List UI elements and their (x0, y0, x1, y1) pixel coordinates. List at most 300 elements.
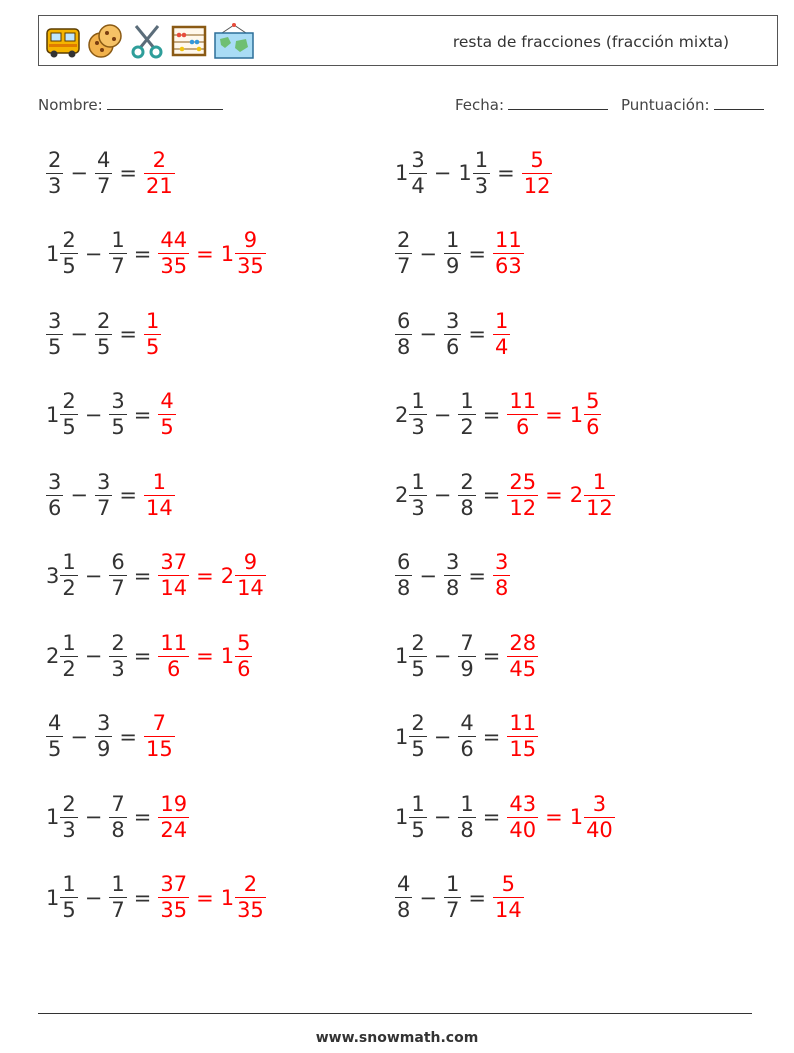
numerator: 1 (474, 147, 489, 172)
whole-number: 1 (458, 161, 472, 185)
numerator: 43 (509, 791, 537, 816)
answer (158, 550, 265, 601)
numerator: 1 (62, 550, 76, 574)
answer-fraction (158, 389, 175, 440)
equals-sign: = (133, 805, 152, 829)
numerator: 11 (160, 630, 188, 655)
denominator: 5 (96, 334, 111, 359)
whole-number: 1 (395, 161, 409, 185)
whole-number: 1 (220, 644, 235, 668)
denominator: 9 (445, 254, 460, 278)
date-field (455, 94, 608, 114)
whole-number: 1 (569, 805, 584, 829)
equals-sign: = (133, 644, 152, 668)
minus-sign: − (70, 161, 88, 185)
minuend-fraction (60, 228, 77, 279)
numerator: 7 (152, 711, 167, 735)
answer (144, 470, 175, 521)
problem-item (46, 143, 175, 203)
numerator: 3 (445, 308, 460, 333)
denominator: 9 (96, 737, 111, 761)
numerator: 4 (460, 711, 474, 735)
answer-fraction (493, 550, 510, 601)
answer-equals-sign: = (545, 483, 563, 507)
numerator: 1 (145, 308, 160, 333)
subtrahend-fraction (458, 631, 475, 682)
denominator: 35 (237, 254, 264, 278)
subtrahend-fraction (473, 148, 490, 199)
numerator: 2 (111, 630, 125, 655)
equals-sign: = (133, 241, 152, 266)
answer (507, 711, 538, 762)
minuend-fraction (395, 872, 412, 923)
equals-sign: = (119, 483, 137, 507)
minus-sign: − (70, 322, 88, 346)
numerator: 11 (509, 711, 537, 735)
denominator: 6 (167, 656, 181, 681)
minuend-fraction (46, 148, 63, 199)
whole-number: 2 (569, 483, 584, 507)
denominator: 8 (445, 576, 460, 600)
numerator: 1 (152, 469, 167, 494)
denominator: 3 (411, 495, 425, 520)
denominator: 7 (111, 254, 125, 278)
numerator: 11 (509, 389, 537, 413)
numerator: 6 (111, 550, 125, 574)
subtrahend-fraction (95, 470, 112, 521)
problem-item (46, 546, 266, 606)
numerator: 1 (62, 630, 76, 655)
answer-equals-sign: = (196, 885, 214, 910)
answer (144, 309, 161, 360)
denominator: 6 (460, 737, 474, 761)
numerator: 3 (96, 469, 111, 494)
problem-item (46, 787, 189, 847)
denominator: 8 (397, 576, 411, 600)
denominator: 7 (445, 898, 460, 922)
numerator: 1 (445, 872, 460, 896)
answer-fraction (158, 792, 189, 843)
problem-item (395, 224, 524, 284)
equals-sign: = (468, 885, 486, 910)
numerator: 44 (160, 228, 188, 252)
denominator: 4 (494, 334, 509, 359)
denominator: 7 (111, 576, 125, 600)
denominator: 14 (160, 576, 188, 600)
answer-fraction (144, 470, 175, 521)
minuend-fraction (46, 470, 63, 521)
numerator: 3 (411, 147, 425, 172)
worksheet-title: resta de fracciones (fracción mixta) (452, 33, 729, 51)
whole-number: 1 (46, 241, 60, 266)
numerator: 1 (411, 791, 425, 816)
answer-fraction (144, 309, 161, 360)
subtrahend-fraction (95, 711, 112, 762)
answer-fraction (158, 631, 189, 682)
problem-item (46, 868, 266, 928)
denominator: 5 (411, 737, 425, 761)
name-blank (107, 94, 223, 110)
denominator: 5 (411, 656, 425, 681)
numerator: 28 (509, 630, 537, 655)
answer (507, 631, 538, 682)
numerator: 2 (152, 147, 167, 172)
problem-item (46, 224, 266, 284)
answer (158, 631, 252, 682)
subtrahend-fraction (458, 470, 475, 521)
equals-sign: = (482, 644, 501, 668)
numerator: 37 (160, 872, 188, 896)
answer (493, 550, 510, 601)
denominator: 4 (411, 173, 425, 198)
scissors-icon (128, 21, 166, 61)
answer (507, 389, 601, 440)
subtrahend-fraction (109, 792, 126, 843)
minus-sign: − (84, 402, 103, 427)
denominator: 2 (62, 576, 76, 600)
equals-sign: = (468, 563, 486, 588)
answer (144, 148, 175, 199)
footer-divider (38, 1013, 752, 1014)
problem-item (46, 304, 161, 364)
denominator: 40 (586, 817, 613, 842)
numerator: 1 (592, 469, 607, 494)
minuend-fraction (395, 550, 412, 601)
answer-mixed-number (584, 792, 615, 843)
answer-mixed-number (584, 470, 615, 521)
numerator: 5 (501, 872, 516, 896)
equals-sign: = (468, 322, 486, 346)
numerator: 9 (243, 550, 258, 574)
answer-fraction (507, 389, 538, 440)
problem-item (395, 304, 510, 364)
numerator: 11 (494, 228, 522, 252)
numerator: 2 (62, 228, 76, 252)
denominator: 15 (145, 737, 173, 761)
score-label: Puntuación: (621, 96, 710, 114)
denominator: 6 (48, 495, 62, 520)
name-field (38, 94, 223, 114)
equals-sign: = (119, 724, 137, 749)
whole-number: 2 (395, 402, 409, 427)
numerator: 25 (509, 469, 537, 494)
answer-fraction (493, 309, 510, 360)
whole-number: 1 (46, 805, 60, 829)
minuend-fraction (409, 389, 426, 440)
whole-number: 1 (395, 724, 409, 749)
answer (158, 792, 189, 843)
denominator: 6 (586, 415, 600, 439)
equals-sign: = (133, 402, 152, 427)
problem-item (46, 385, 176, 445)
minuend-fraction (46, 309, 63, 360)
minus-sign: − (433, 644, 452, 668)
numerator: 4 (48, 711, 62, 735)
problem-item (46, 626, 252, 686)
numerator: 1 (411, 469, 425, 494)
header-icons (44, 21, 256, 61)
answer-equals-sign: = (196, 563, 214, 588)
problem-item (395, 546, 510, 606)
minuend-fraction (60, 389, 77, 440)
denominator: 6 (237, 656, 251, 681)
answer (493, 228, 524, 279)
whole-number: 2 (46, 644, 60, 668)
numerator: 3 (48, 469, 62, 494)
denominator: 5 (111, 415, 125, 439)
answer-fraction (507, 711, 538, 762)
denominator: 24 (160, 817, 188, 842)
abacus-icon (170, 21, 208, 61)
minuend-fraction (46, 711, 63, 762)
whole-number: 2 (220, 563, 235, 588)
answer-mixed-number (235, 872, 266, 923)
minus-sign: − (419, 322, 437, 346)
numerator: 3 (592, 791, 607, 816)
subtrahend-fraction (109, 228, 126, 279)
denominator: 3 (62, 817, 76, 842)
denominator: 14 (494, 898, 522, 922)
equals-sign: = (482, 724, 501, 749)
answer-fraction (507, 792, 538, 843)
minuend-fraction (409, 711, 426, 762)
equals-sign: = (133, 563, 152, 588)
whole-number: 1 (569, 402, 584, 427)
subtrahend-fraction (444, 309, 461, 360)
minus-sign: − (84, 885, 103, 910)
numerator: 1 (494, 308, 509, 333)
subtrahend-fraction (95, 309, 112, 360)
score-field (621, 94, 764, 114)
whole-number: 1 (395, 644, 409, 668)
numerator: 9 (243, 228, 258, 252)
denominator: 12 (509, 495, 537, 520)
denominator: 35 (237, 898, 264, 922)
answer-mixed-number (235, 228, 266, 279)
denominator: 12 (586, 495, 613, 520)
numerator: 5 (530, 147, 544, 172)
denominator: 3 (111, 656, 125, 681)
answer-fraction (158, 550, 189, 601)
minus-sign: − (433, 805, 452, 829)
answer-fraction (144, 711, 175, 762)
numerator: 2 (48, 147, 62, 172)
denominator: 8 (494, 576, 509, 600)
denominator: 40 (509, 817, 537, 842)
numerator: 2 (460, 469, 474, 494)
minus-sign: − (84, 644, 103, 668)
minuend-fraction (60, 550, 77, 601)
equals-sign: = (482, 483, 501, 507)
numerator: 3 (96, 711, 111, 735)
minus-sign: − (84, 805, 103, 829)
denominator: 2 (460, 415, 474, 439)
answer-fraction (158, 228, 189, 279)
numerator: 3 (111, 389, 125, 413)
denominator: 3 (48, 173, 62, 198)
denominator: 3 (474, 173, 489, 198)
numerator: 4 (397, 872, 411, 896)
denominator: 7 (397, 254, 411, 278)
problem-item (395, 707, 538, 767)
denominator: 5 (62, 254, 76, 278)
equals-sign: = (497, 161, 515, 185)
header-box (38, 15, 778, 66)
answer (522, 148, 553, 199)
equals-sign: = (482, 402, 501, 427)
minus-sign: − (70, 724, 88, 749)
denominator: 5 (411, 817, 425, 842)
answer (493, 309, 510, 360)
minuend-fraction (409, 148, 426, 199)
answer-fraction (158, 872, 189, 923)
numerator: 1 (111, 228, 125, 252)
answer-fraction (493, 228, 524, 279)
denominator: 8 (397, 334, 411, 359)
answer (507, 792, 614, 843)
problem-item (46, 707, 175, 767)
minus-sign: − (433, 161, 452, 185)
whole-number: 1 (395, 805, 409, 829)
numerator: 2 (397, 228, 411, 252)
denominator: 35 (160, 898, 188, 922)
numerator: 4 (96, 147, 111, 172)
denominator: 7 (96, 173, 111, 198)
cookie-icon (86, 21, 124, 61)
numerator: 7 (111, 791, 125, 816)
minuend-fraction (409, 470, 426, 521)
minuend-fraction (409, 631, 426, 682)
numerator: 5 (586, 389, 600, 413)
numerator: 2 (62, 389, 76, 413)
denominator: 21 (145, 173, 173, 198)
minus-sign: − (70, 483, 88, 507)
denominator: 5 (62, 898, 76, 922)
denominator: 6 (516, 415, 530, 439)
denominator: 35 (160, 254, 188, 278)
minus-sign: − (84, 241, 103, 266)
denominator: 8 (397, 898, 411, 922)
denominator: 14 (237, 576, 264, 600)
minuend-fraction (60, 872, 77, 923)
name-label: Nombre: (38, 96, 103, 114)
answer-fraction (493, 872, 524, 923)
problem-item (395, 868, 524, 928)
score-blank (714, 94, 764, 110)
minus-sign: − (419, 241, 437, 266)
minus-sign: − (433, 483, 452, 507)
problem-item (395, 465, 615, 525)
numerator: 1 (445, 228, 460, 252)
numerator: 1 (111, 872, 125, 896)
answer-mixed-number (235, 550, 266, 601)
denominator: 5 (48, 334, 62, 359)
subtrahend-fraction (458, 711, 475, 762)
subtrahend-fraction (458, 389, 475, 440)
denominator: 7 (111, 898, 125, 922)
numerator: 2 (62, 791, 76, 816)
numerator: 4 (160, 389, 174, 413)
whole-number: 2 (395, 483, 409, 507)
equals-sign: = (119, 161, 137, 185)
date-blank (508, 94, 608, 110)
numerator: 1 (460, 389, 474, 413)
answer (493, 872, 524, 923)
denominator: 8 (111, 817, 125, 842)
minuend-fraction (395, 228, 412, 279)
minus-sign: − (419, 885, 437, 910)
whole-number: 3 (46, 563, 60, 588)
denominator: 3 (411, 415, 425, 439)
minuend-fraction (409, 792, 426, 843)
subtrahend-fraction (95, 148, 112, 199)
subtrahend-fraction (109, 631, 126, 682)
numerator: 2 (411, 630, 425, 655)
numerator: 19 (160, 791, 188, 816)
denominator: 5 (160, 415, 174, 439)
problem-item (395, 385, 601, 445)
whole-number: 1 (46, 885, 60, 910)
minus-sign: − (419, 563, 437, 588)
school-bus-icon (44, 21, 82, 61)
equals-sign: = (133, 885, 152, 910)
map-icon (212, 21, 256, 61)
numerator: 2 (411, 711, 425, 735)
answer (144, 711, 175, 762)
denominator: 12 (523, 173, 551, 198)
denominator: 2 (62, 656, 76, 681)
denominator: 5 (48, 737, 62, 761)
subtrahend-fraction (444, 872, 461, 923)
date-label: Fecha: (455, 96, 505, 114)
equals-sign: = (482, 805, 501, 829)
answer-fraction (507, 631, 538, 682)
answer-fraction (522, 148, 553, 199)
problem-item (395, 787, 615, 847)
minus-sign: − (84, 563, 103, 588)
footer-url: www.snowmath.com (315, 1030, 479, 1046)
numerator: 3 (445, 550, 460, 574)
minuend-fraction (60, 792, 77, 843)
subtrahend-fraction (109, 550, 126, 601)
numerator: 6 (397, 550, 411, 574)
denominator: 45 (509, 656, 537, 681)
minus-sign: − (433, 402, 452, 427)
numerator: 5 (237, 630, 251, 655)
numerator: 1 (411, 389, 425, 413)
subtrahend-fraction (109, 389, 126, 440)
answer (158, 228, 265, 279)
numerator: 37 (160, 550, 188, 574)
answer (507, 470, 614, 521)
denominator: 5 (145, 334, 160, 359)
denominator: 6 (445, 334, 460, 359)
denominator: 8 (460, 817, 474, 842)
minuend-fraction (395, 309, 412, 360)
numerator: 6 (397, 308, 411, 333)
denominator: 8 (460, 495, 474, 520)
minuend-fraction (60, 631, 77, 682)
denominator: 5 (62, 415, 76, 439)
problem-item (395, 143, 552, 203)
subtrahend-fraction (458, 792, 475, 843)
subtrahend-fraction (109, 872, 126, 923)
denominator: 9 (460, 656, 474, 681)
numerator: 2 (96, 308, 111, 333)
equals-sign: = (119, 322, 137, 346)
problem-item (395, 626, 538, 686)
whole-number: 1 (220, 885, 235, 910)
